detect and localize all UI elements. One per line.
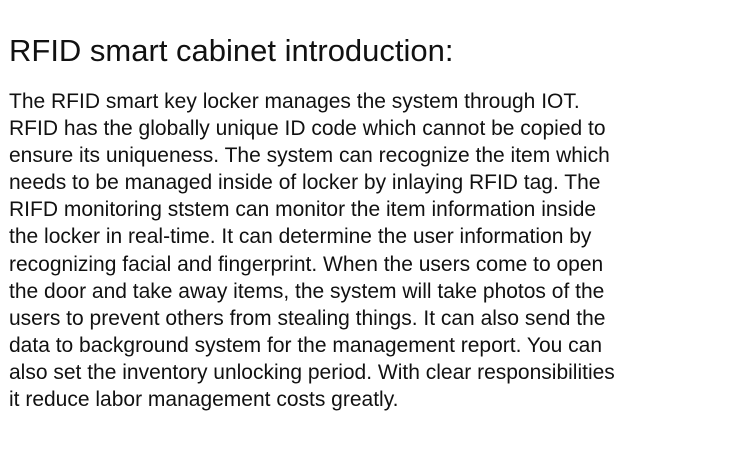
paragraph-line: RFID has the globally unique ID code which cannot be copied to xyxy=(9,117,606,141)
paragraph-line: needs to be managed inside of locker by inlaying RFID tag. The xyxy=(9,171,601,195)
paragraph-line: the door and take away items, the system will take photos of the xyxy=(9,279,605,303)
paragraph-line: the locker in real-time. It can determine the user information by xyxy=(9,225,592,249)
introduction-paragraph xyxy=(9,88,745,413)
paragraph-line: RIFD monitoring ststem can monitor the item information inside xyxy=(9,198,597,222)
paragraph-line: also set the inventory unlocking period. With clear responsibilities xyxy=(9,360,615,384)
paragraph-line: The RFID smart key locker manages the system through IOT. xyxy=(9,90,580,113)
paragraph-line: recognizing facial and fingerprint. When the users come to open xyxy=(9,252,604,276)
paragraph-line: data to background system for the management report. You can xyxy=(9,333,603,357)
paragraph-line: users to prevent others from stealing things. It can also send the xyxy=(9,306,606,330)
paragraph-line: it reduce labor management costs greatly. xyxy=(9,388,399,412)
page-title: RFID smart cabinet introduction: xyxy=(9,33,454,68)
paragraph-line: ensure its uniqueness. The system can recognize the item which xyxy=(9,144,610,168)
